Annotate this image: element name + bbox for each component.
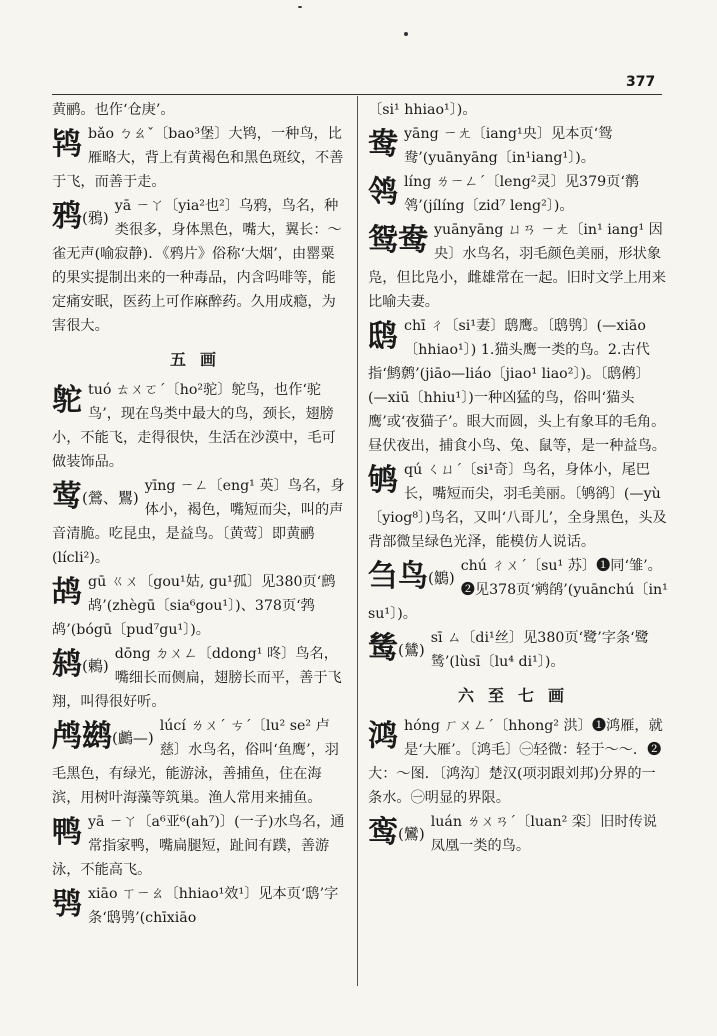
dust-speck [298,6,302,8]
headword: 鸯 [368,127,398,162]
definition: yuānyāng ㄩㄢ ㄧㄤ〔in¹ iang¹ 因央〕水鸟名，羽毛颜色美丽，形状象凫，但比凫小，雌雄常在一起。旧时文学上用来比喻夫妻。 [368,222,666,310]
dictionary-entry [52,810,348,882]
section-heading: 五画 [169,350,230,369]
dictionary-entry [368,314,668,458]
headword: 刍鸟(鶵) [368,559,455,594]
definition: hóng ㄏㄨㄥˊ〔hhong² 洪〕❶鸿雁，就是‘大雁’。〔鸿毛〕㊀轻微：轻于～～．❷大：～图．〔鸿沟〕楚汉(项羽跟刘邦)分界的一条水。㊀明显的界限。 [368,718,663,806]
headword: 鸾(鸞) [368,815,425,850]
headword: 鸪 [52,575,82,610]
definition: luán ㄌㄨㄢˊ〔luan² 栾〕旧时传说凤凰一类的鸟。 [430,814,657,854]
definition: yāng ㄧㄤ〔iang¹央〕见本页‘鸳鸯’(yuānyāng〔in¹iang¹〕)。 [404,126,613,166]
headword: 鸦(鴉) [52,199,109,234]
continued-text: 〔si¹ hhiao¹〕)。 [368,102,477,118]
definition: yīng ㄧㄥ〔eng¹ 英〕鸟名，身体小，褐色，嘴短而尖，叫的声音清脆。吃昆虫，是益鸟。〔黄莺〕即黄鹂(lícli²)。 [52,478,345,566]
dictionary-entry [368,122,668,170]
page-number: 377 [626,74,656,90]
dictionary-entry [52,378,348,474]
headword: 鸳鸯 [368,223,428,258]
dictionary-entry [368,170,668,218]
headword: 鸵 [52,383,82,418]
dictionary-entry [52,882,348,930]
dictionary-entry [368,554,668,626]
definition: líng ㄌㄧㄥˊ〔leng²灵〕见379页‘鹡鸰’(jílíng〔zid⁷ leng²〕)。 [404,174,640,214]
section-heading: 六至七画 [457,686,578,705]
definition: dōng ㄉㄨㄥ〔ddong¹ 咚〕鸟名，嘴细长而侧扁，翅膀长而平，善于飞翔，叫得很好听。 [52,646,342,710]
headword: 鸬鹚(鸕—) [52,719,154,754]
dictionary-entry [368,810,668,858]
definition: lúcí ㄌㄨˊ ㄘˊ〔lu² se² 卢慈〕水鸟名，俗叫‘鱼鹰’，羽毛黑色，有绿光，能游泳，善捕鱼，住在海滨，用树叶海藻等筑巢。渔人常用来捕鱼。 [52,718,339,806]
right-column [368,98,668,858]
definition: chú ㄔㄨˊ〔su¹ 苏〕❶同‘雏’。❷见378页‘鹓鹐’(yuānchú〔in¹ su¹〕)。 [368,558,668,622]
definition: sī ㄙ〔di¹丝〕见380页‘鹭’字条‘鹭鸶’(lùsī〔lu⁴ di¹〕)。 [430,630,649,670]
dictionary-entry [52,570,348,642]
definition: tuó ㄊㄨㄛˊ〔ho²驼〕鸵鸟，也作‘驼鸟’，现在鸟类中最大的鸟，颈长，翅膀小，不能飞，走得很快，生活在沙漠中，毛可做装饰品。 [52,382,336,470]
headword: 鸮 [52,887,82,922]
dictionary-entry [52,714,348,810]
header-rule [52,94,662,95]
definition: yā ㄧㄚ〔a⁶亚⁶(ah⁷)〕(一子)水鸟名，通常指家鸭，嘴扁腿短，趾间有蹼，善游泳，不能高飞。 [52,814,345,878]
headword: 莺(鶯、鸎) [52,479,139,514]
headword: 鸰 [368,175,398,210]
headword: 鸭 [52,815,82,850]
definition: bǎo ㄅㄠˇ〔bao³堡〕大鸨，一种鸟，比雁略大，背上有黄褐色和黑色斑纹，不善于飞，而善于走。 [52,126,344,190]
headword: 鸱 [368,319,398,354]
definition: xiāo ㄒㄧㄠ〔hhiao¹效¹〕见本页‘鸱’字条‘鸱鸮’(chīxiāo [88,886,339,926]
dust-speck [404,32,408,36]
dictionary-entry [368,714,668,810]
dictionary-entry [52,474,348,570]
headword: 鸫(鶇) [52,647,109,682]
headword: 鸨 [52,127,82,162]
definition: gū ㄍㄨ〔gou¹姑, gu¹孤〕见380页‘鹧鸪’(zhègū〔sia⁶gou¹〕)、378页‘鹁鸪’(bógū〔pud⁷gu¹〕)。 [52,574,336,638]
continued-text: 黄鹂。也作‘仓庚’。 [52,102,175,118]
headword: 鸲 [368,463,398,498]
dictionary-entry [368,458,668,554]
dictionary-entry [52,194,348,338]
definition: qú ㄑㄩˊ〔si¹奇〕鸟名，身体小，尾巴长，嘴短而尖，羽毛美丽。〔鸲鹆〕(—yù〔yiog⁸〕)鸟名，又叫‘八哥儿’，全身黑色，头及背部微呈绿色光泽，能模仿人说话。 [368,462,667,550]
definition: chī ㄔ〔si¹妻〕鸱鹰。〔鸱鸮〕(—xiāo〔hhiao¹〕) 1.猫头鹰一类的鸟。2.古代指‘鹪鹩’(jiāo—liáo〔jiao¹ liao²〕)。〔鸱鸺〕(—xiū〔hhiu¹〕)一种凶猛的鸟，俗叫‘猫头鹰’或‘夜猫子’。眼大而圆，头上有象耳的毛角。昼伏夜出，捕食小鸟、兔、鼠等，是一种益鸟。 [368,318,666,454]
dictionary-entry [52,642,348,714]
dictionary-entry [52,122,348,194]
dictionary-entry [368,218,668,314]
definition: yā ㄧㄚ〔yia²也²〕乌鸦，鸟名，种类很多，身体黑色，嘴大，翼长：～雀无声(喻寂静)．《鸦片》俗称‘大烟’，由罂粟的果实提制出来的一种毒品，内含吗啡等，能定痛安眠，医药上可作麻醉药。久用成瘾，为害很大。 [52,198,342,334]
column-divider [357,96,358,986]
dictionary-entry [368,626,668,674]
headword: 鸶(鷥) [368,631,425,666]
headword: 鸿 [368,719,398,754]
left-column [52,98,348,930]
